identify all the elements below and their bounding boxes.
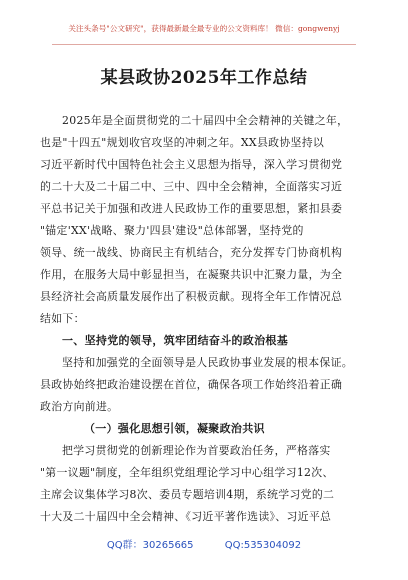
section-1-line: 坚持和加强党的全面领导是人民政协事业发展的根本保证。 xyxy=(62,356,353,369)
intro-line: 作用，在服务大局中彰显担当，在凝聚共识中汇聚力量，为全 xyxy=(40,268,343,281)
intro-line: 平总书记关于加强和改进人民政协工作的重要思想，紧扣县委 xyxy=(40,202,343,215)
qq-group-number: QQ群：30265665 xyxy=(106,540,194,551)
intro-line: 县经济社会高质量发展作出了积极贡献。现将全年工作情况总 xyxy=(40,290,343,303)
intro-line: "锚定'XX'战略、聚力'四县'建设"总体部署，坚持党的 xyxy=(40,224,304,237)
section-1-paragraph xyxy=(40,352,368,418)
subsection-1-line: 主席会议集体学习8次、委员专题培训4期，系统学习党的二 xyxy=(40,488,335,501)
qq-number: QQ:535304092 xyxy=(224,540,302,551)
intro-line: 结如下： xyxy=(40,312,85,325)
intro-line: 的二十大及二十届二中、三中、四中全会精神，全面落实习近 xyxy=(40,180,343,193)
intro-line: 领导、统一战线、协商民主有机结合，充分发挥专门协商机构 xyxy=(40,246,343,259)
section-1-line: 政治方向前进。 xyxy=(40,400,119,413)
subsection-1-heading: （一）强化思想引领，凝聚政治共识 xyxy=(84,422,265,435)
section-1-line: 县政协始终把政治建设摆在首位，确保各项工作始终沿着正确 xyxy=(40,378,343,391)
section-1-heading: 一、坚持党的领导，筑牢团结奋斗的政治根基 xyxy=(62,334,288,347)
intro-line: 2025年是全面贯彻党的二十届四中全会精神的关键之年， xyxy=(62,114,349,127)
promo-header: 关注头条号"公文研究"，获得最新最全最专业的公文资料库！ 微信：gongwenyj xyxy=(68,24,340,33)
subsection-1-line: "第一议题"制度，全年组织党组理论学习中心组学习12次、 xyxy=(40,466,334,479)
subsection-1-line: 十大及二十届四中全会精神、《习近平著作选读》、习近平总 xyxy=(40,510,332,523)
subsection-1-paragraph xyxy=(40,440,368,528)
subsection-1-line: 把学习贯彻党的创新理论作为首要政治任务，严格落实 xyxy=(62,444,331,457)
document-title: 某县政协2025年工作总结 xyxy=(100,68,308,88)
intro-line: 也是"十四五"规划收官攻坚的冲刺之年。XX县政协坚持以 xyxy=(40,136,325,149)
intro-paragraph xyxy=(40,110,368,330)
contact-footer xyxy=(0,536,408,551)
intro-line: 习近平新时代中国特色社会主义思想为指导，深入学习贯彻党 xyxy=(40,158,343,171)
header-divider xyxy=(52,44,356,45)
